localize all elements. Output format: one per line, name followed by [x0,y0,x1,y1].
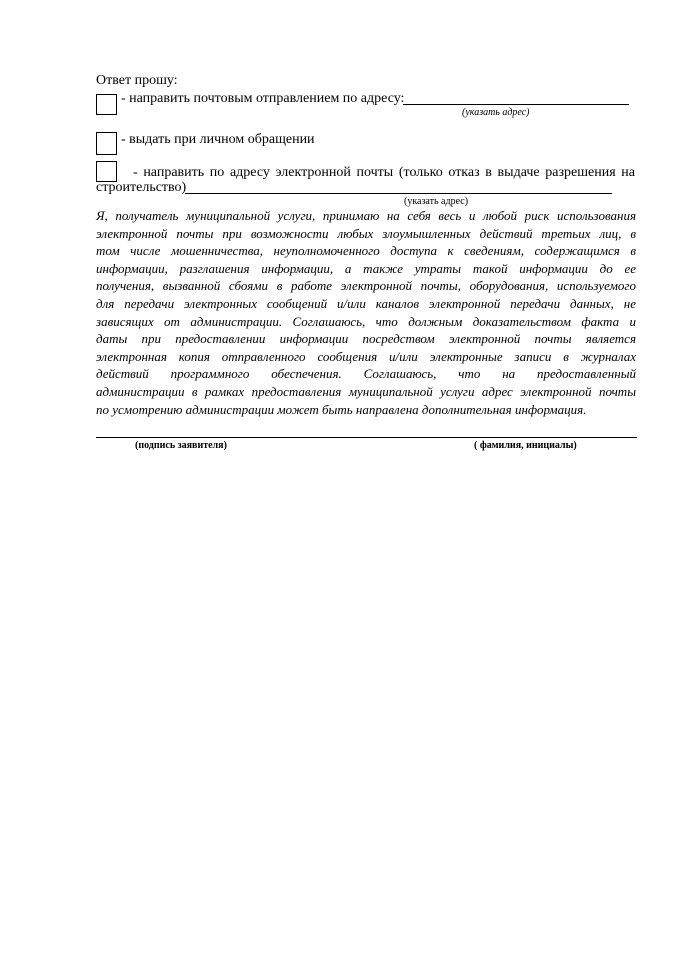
consent-line: Я, получатель муниципальной услуги, принимаю на себя весь и любой риск использования [96,208,636,223]
consent-line: зависящих от администрации. Соглашаюсь, что должным доказательством факта и [96,313,636,329]
consent-line: получения, вызванной сбоями в работе электронной почты, оборудования, используемого [96,278,636,294]
consent-line: даты при предоставлении информации посредством электронной почты является [96,331,636,347]
consent-line: том числе мошенничества, неуполномоченного доступа к сведениям, содержащимся в [96,243,636,259]
checkbox-postal[interactable] [96,94,117,115]
consent-line: действий программного обеспечения. Соглашаюсь, что на предоставленный [96,366,636,382]
postal-address-caption: (указать адрес) [462,107,530,118]
option-postal-text: - направить почтовым отправлением по адресу: [121,91,405,106]
reply-heading: Ответ прошу: [96,73,178,88]
email-address-caption: (указать адрес) [404,196,469,207]
signature-line[interactable] [96,437,637,438]
email-address-line[interactable] [185,193,612,194]
consent-line: электронная копия отправленного сообщения и/или электронные записи в журналах [96,348,636,364]
name-initials-caption: ( фамилия, инициалы) [474,440,577,451]
option-in-person-text: - выдать при личном обращении [121,132,315,147]
checkbox-in-person[interactable] [96,132,117,155]
option-email-text-line1: - направить по адресу электронной почты (только отказ в выдаче разрешения на [133,165,635,180]
consent-line: информации, разглашения информации, а также утраты такой информации до ее [96,260,636,276]
checkbox-email[interactable] [96,161,117,182]
option-email-text-line2: строительство) [96,180,187,195]
consent-line: электронной почты при возможности любых злоумышленных действий третьих лиц, в [96,225,636,241]
consent-line: администрации в рамках предоставления муниципальной услуги адрес электронной почты [96,383,636,399]
consent-paragraph [96,207,636,418]
postal-address-line[interactable] [403,104,629,105]
consent-line: для передачи электронных сообщений и/или каналов электронной передачи данных, не [96,295,636,311]
consent-line: по усмотрению администрации может быть направлена дополнительная информация. [96,401,587,417]
signature-caption: (подпись заявителя) [135,440,227,451]
